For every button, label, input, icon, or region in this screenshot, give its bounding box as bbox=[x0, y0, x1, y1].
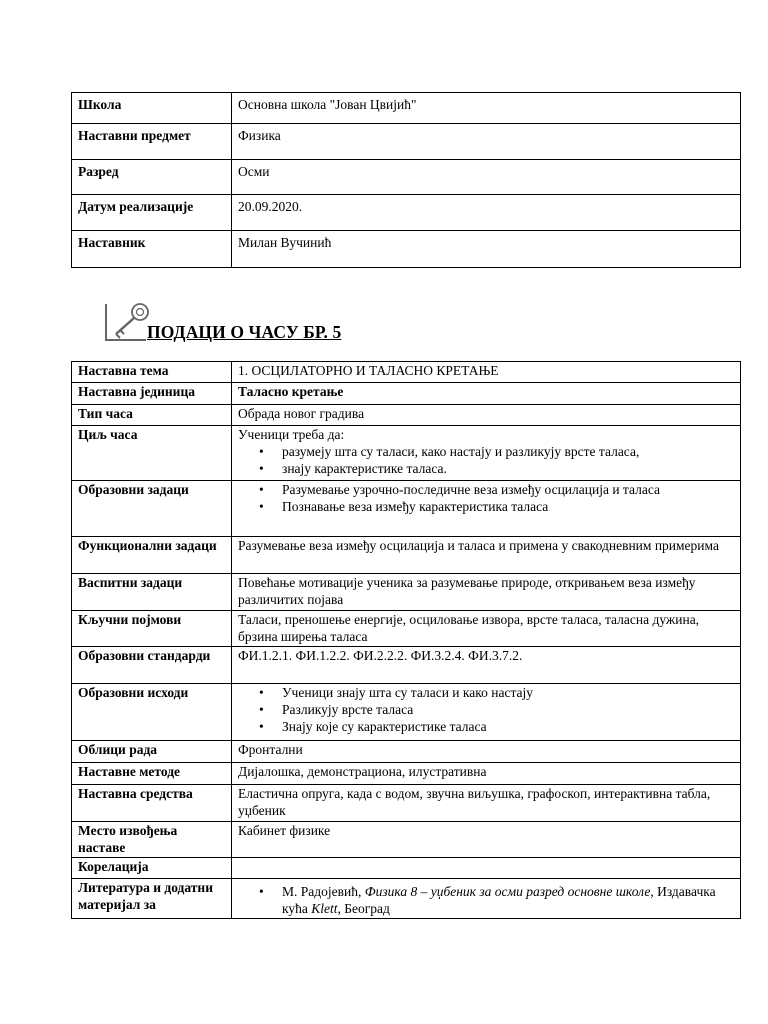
outcomes-cell bbox=[232, 684, 741, 741]
literature-publisher: Klett bbox=[311, 901, 338, 916]
type-value: Обрада новог градива bbox=[232, 405, 741, 426]
forms-label: Облици рада bbox=[72, 741, 232, 763]
literature-label: Литература и додатни материјал за bbox=[72, 879, 232, 919]
func-tasks-value: Разумевање веза између осцилација и таласа и примена у свакодневним примерима bbox=[232, 537, 741, 574]
key-terms-value: Таласи, преношење енергије, осциловање извора, врсте таласа, таласна дужина, брзина ширења таласа bbox=[232, 611, 741, 647]
list-item: • Ученици знају шта су таласи и како настају bbox=[282, 684, 734, 701]
place-value: Кабинет физике bbox=[232, 822, 741, 858]
outcomes-list bbox=[238, 684, 734, 735]
edu-tasks-label: Образовни задаци bbox=[72, 481, 232, 537]
list-item: • знају карактеристике таласа. bbox=[282, 460, 734, 477]
correlation-label: Корелација bbox=[72, 858, 232, 879]
list-item: • Знају које су карактеристике таласа bbox=[282, 718, 734, 735]
teacher-value: Милан Вучинић bbox=[232, 231, 741, 268]
outcomes-label: Образовни исходи bbox=[72, 684, 232, 741]
topic-label: Наставна тема bbox=[72, 362, 232, 383]
literature-cell bbox=[232, 879, 741, 919]
func-tasks-label: Функционални задаци bbox=[72, 537, 232, 574]
literature-pub2: , Београд bbox=[337, 901, 390, 916]
grade-label: Разред bbox=[72, 160, 232, 195]
standards-value: ФИ.1.2.1. ФИ.1.2.2. ФИ.2.2.2. ФИ.3.2.4. ФИ.3.7.2. bbox=[232, 647, 741, 684]
section-heading bbox=[104, 300, 504, 346]
subject-label: Наставни предмет bbox=[72, 124, 232, 160]
lesson-table bbox=[71, 361, 741, 919]
methods-label: Наставне методе bbox=[72, 763, 232, 785]
date-value: 20.09.2020. bbox=[232, 195, 741, 231]
type-label: Тип часа bbox=[72, 405, 232, 426]
edu-tasks-list bbox=[238, 481, 734, 515]
unit-label: Наставна јединица bbox=[72, 383, 232, 405]
place-label: Место извођења наставе bbox=[72, 822, 232, 858]
goal-list bbox=[238, 443, 734, 477]
subject-value: Физика bbox=[232, 124, 741, 160]
correlation-value bbox=[232, 858, 741, 879]
list-item: • Разумевање узрочно-последичне веза између осцилација и таласа bbox=[282, 481, 734, 498]
date-label: Датум реализације bbox=[72, 195, 232, 231]
school-value: Основна школа "Јован Цвијић" bbox=[232, 93, 741, 124]
goal-cell bbox=[232, 426, 741, 481]
list-item: • Познавање веза између карактеристика таласа bbox=[282, 498, 734, 515]
grade-value: Осми bbox=[232, 160, 741, 195]
goal-label: Циљ часа bbox=[72, 426, 232, 481]
forms-value: Фронтални bbox=[232, 741, 741, 763]
aids-label: Наставна средства bbox=[72, 785, 232, 822]
school-label: Школа bbox=[72, 93, 232, 124]
list-item: • разумеју шта су таласи, како настају и разликују врсте таласа, bbox=[282, 443, 734, 460]
unit-value: Таласно кретање bbox=[232, 383, 741, 405]
methods-value: Дијалошка, демонстрациона, илустративна bbox=[232, 763, 741, 785]
school-info-table bbox=[71, 92, 741, 268]
list-item bbox=[282, 883, 734, 917]
section-title: ПОДАЦИ О ЧАСУ БР. 5 bbox=[147, 322, 342, 342]
literature-pub1: , Издавачка кућа bbox=[282, 884, 716, 916]
standards-label: Образовни стандарди bbox=[72, 647, 232, 684]
teacher-label: Наставник bbox=[72, 231, 232, 268]
upbringing-value: Повећање мотивације ученика за разумевање природе, откривањем веза између различитих појава bbox=[232, 574, 741, 611]
topic-value: 1. ОСЦИЛАТОРНО И ТАЛАСНО КРЕТАЊЕ bbox=[232, 362, 741, 383]
literature-title: Физика 8 – уџбеник за осми разред основне школе bbox=[364, 884, 651, 899]
edu-tasks-cell bbox=[232, 481, 741, 537]
literature-author: М. Радојевић, bbox=[282, 884, 365, 899]
aids-value: Еластична опруга, када с водом, звучна виљушка, графоскоп, интерактивна табла, уџбеник bbox=[232, 785, 741, 822]
key-terms-label: Кључни појмови bbox=[72, 611, 232, 647]
literature-list bbox=[238, 883, 734, 917]
goal-intro: Ученици треба да: bbox=[238, 427, 345, 442]
list-item: • Разликују врсте таласа bbox=[282, 701, 734, 718]
upbringing-label: Васпитни задаци bbox=[72, 574, 232, 611]
